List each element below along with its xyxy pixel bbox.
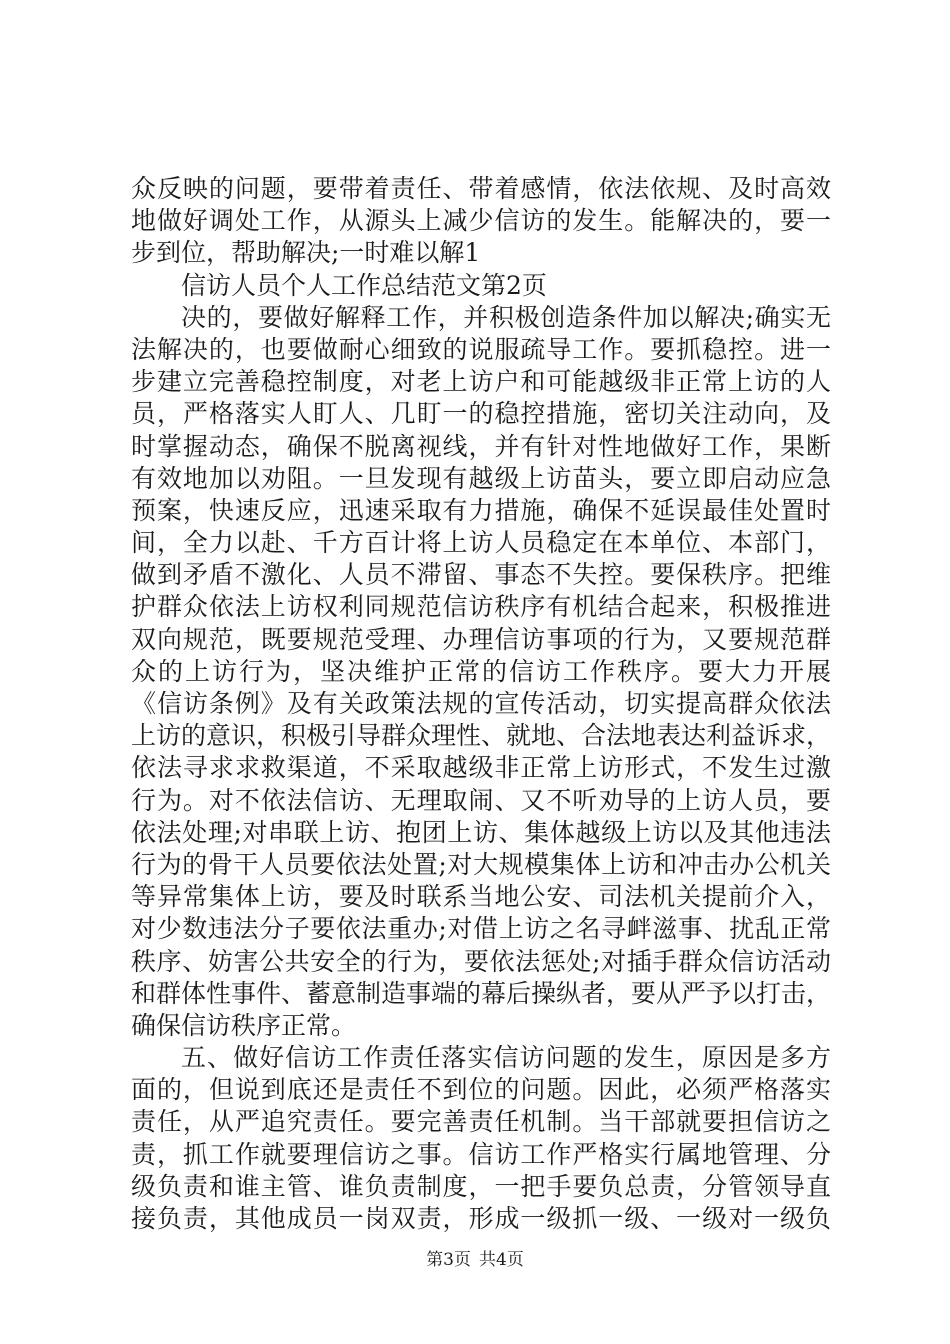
text-line: 时掌握动态，确保不脱离视线，并有针对性地做好工作，果断 [131,431,831,461]
page-footer [0,1245,950,1270]
text-line: 护群众依法上访权利同规范信访秩序有机结合起来，积极推进 [131,592,831,622]
text-line: 步到位，帮助解决;一时难以解1 [131,238,481,268]
text-line: 众反映的问题，要带着责任、带着感情，依法依规、及时高效 [131,174,831,203]
text-line: 预案，快速反应，迅速采取有力措施，确保不延误最佳处置时 [131,495,831,525]
text-line: 依法处理;对串联上访、抱团上访、集体越级上访以及其他违法 [131,817,831,847]
text-line: 五、做好信访工作责任落实信访问题的发生，原因是多方 [181,1043,831,1073]
text-line: 等异常集体上访，要及时联系当地公安、司法机关提前介入， [131,882,831,912]
text-line: 行为的骨干人员要依法处置;对大规模集体上访和冲击办公机关 [131,849,831,879]
text-line: 法解决的，也要做耐心细致的说服疏导工作。要抓稳控。进一 [131,334,831,364]
text-line: 和群体性事件、蓄意制造事端的幕后操纵者，要从严予以打击， [131,978,832,1008]
text-line: 上访的意识，积极引导群众理性、就地、合法地表达利益诉求， [131,721,832,751]
section-heading: 信访人员个人工作总结范文第2页 [181,270,547,300]
text-line: 面的，但说到底还是责任不到位的问题。因此，必须严格落实 [131,1075,831,1105]
text-line: 决的，要做好解释工作，并积极创造条件加以解决;确实无 [181,302,831,332]
page-number: 第3页 [426,1250,471,1270]
text-line: 《信访条例》及有关政策法规的宣传活动，切实提高群众依法 [131,689,831,718]
text-line: 依法寻求求救渠道，不采取越级非正常上访形式，不发生过激 [131,753,831,783]
text-line: 有效地加以劝阻。一旦发现有越级上访苗头，要立即启动应急 [131,463,831,493]
text-line: 众的上访行为，坚决维护正常的信访工作秩序。要大力开展 [131,656,831,686]
text-line: 行为。对不依法信访、无理取闹、又不听劝导的上访人员，要 [131,785,831,815]
text-line: 做到矛盾不激化、人员不滞留、事态不失控。要保秩序。把维 [131,560,831,590]
text-line: 责任，从严追究责任。要完善责任机制。当干部就要担信访之 [131,1107,831,1137]
text-line: 责，抓工作就要理信访之事。信访工作严格实行属地管理、分 [131,1139,831,1169]
text-line: 对少数违法分子要依法重办;对借上访之名寻衅滋事、扰乱正常 [131,914,831,944]
text-line: 确保信访秩序正常。 [131,1010,357,1040]
text-line: 双向规范，既要规范受理、办理信访事项的行为，又要规范群 [131,624,831,654]
text-line: 接负责，其他成员一岗双责，形成一级抓一级、一级对一级负 [131,1204,831,1233]
text-line: 员，严格落实人盯人、几盯一的稳控措施，密切关注动向，及 [131,399,831,429]
text-line: 秩序、妨害公共安全的行为，要依法惩处;对插手群众信访活动 [131,946,831,976]
page-total: 共4页 [479,1250,524,1270]
document-body [131,173,831,1235]
text-line: 间，全力以赴、千方百计将上访人员稳定在本单位、本部门， [131,528,831,558]
text-line: 级负责和谁主管、谁负责制度，一把手要负总责，分管领导直 [131,1171,831,1201]
text-line: 地做好调处工作，从源头上减少信访的发生。能解决的，要一 [131,206,831,236]
text-line: 步建立完善稳控制度，对老上访户和可能越级非正常上访的人 [131,367,831,397]
